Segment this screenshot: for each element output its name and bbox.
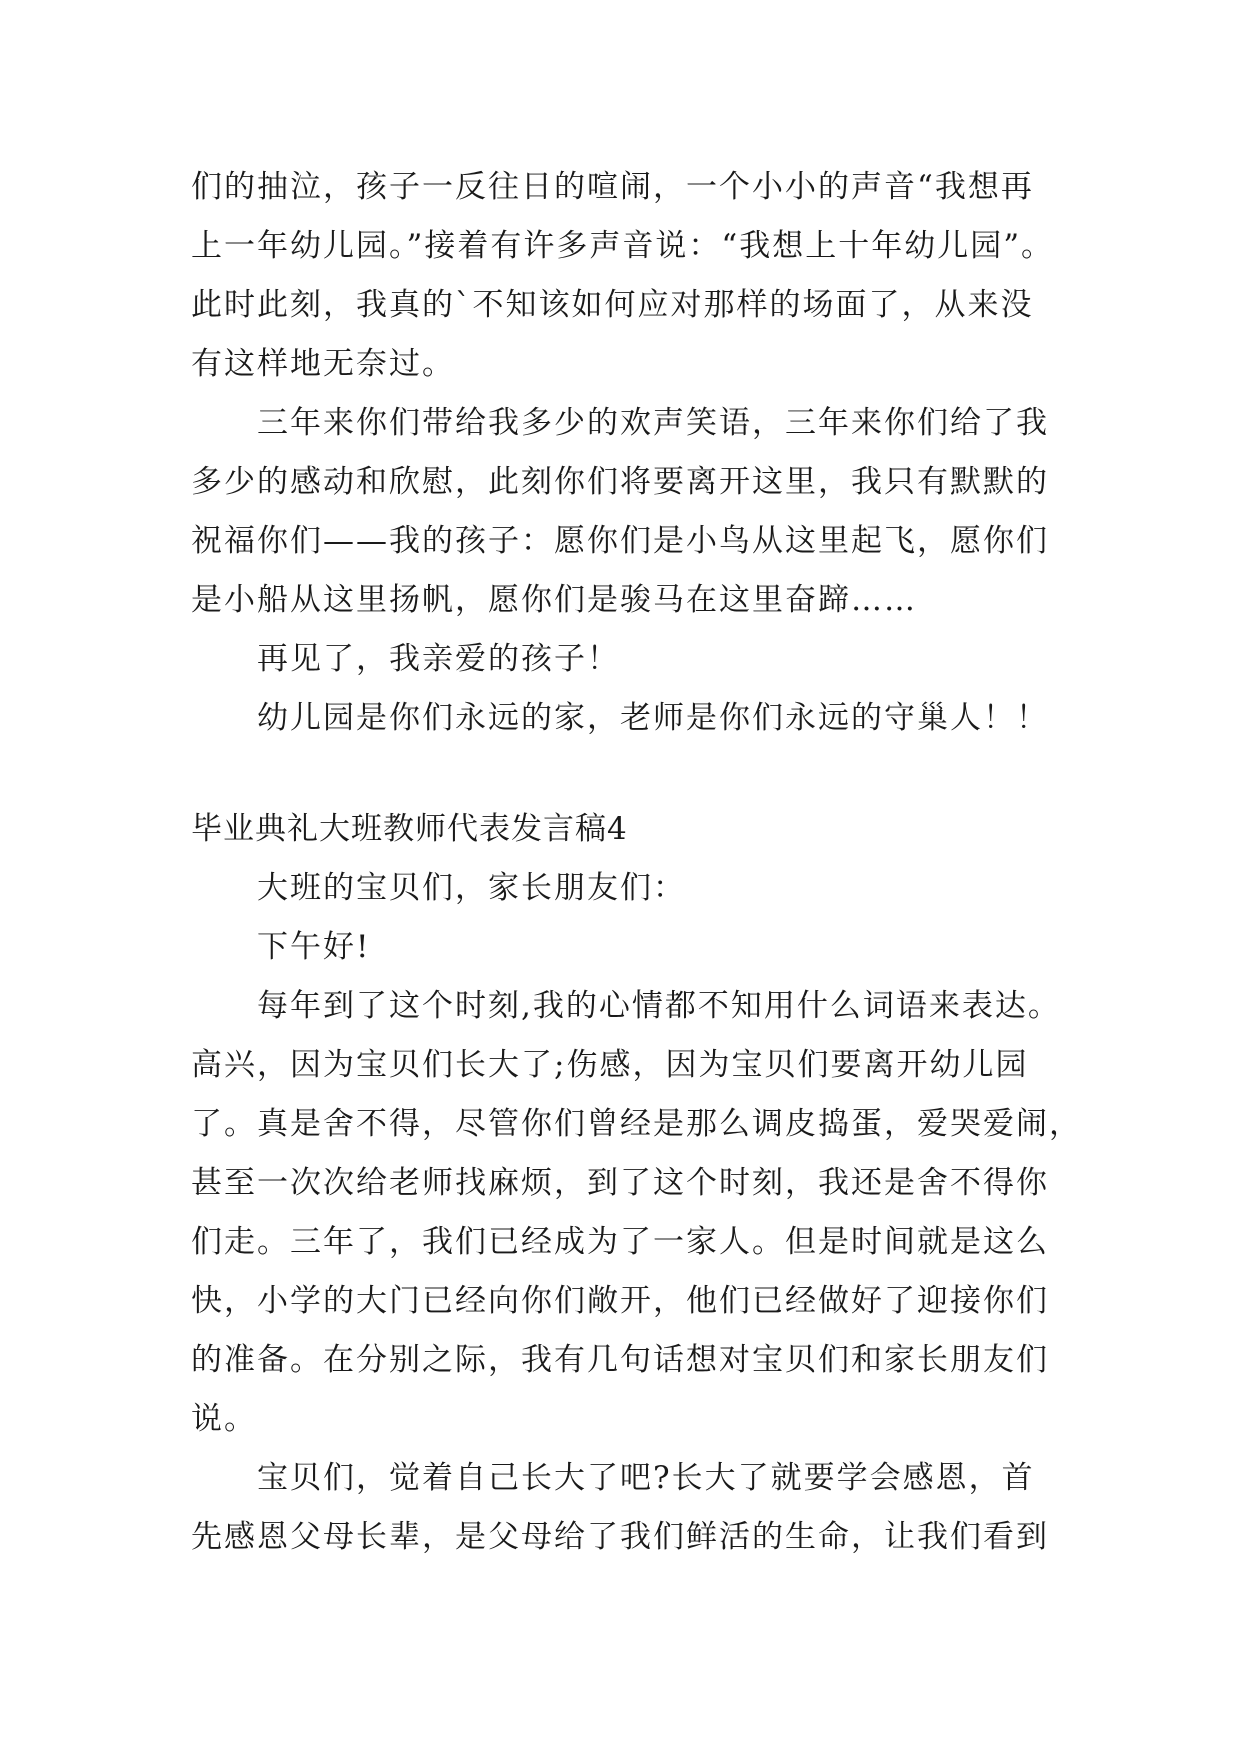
greeting: 下午好! [257, 929, 371, 965]
text-line: 先感恩父母长辈，是父母给了我们鲜活的生命，让我们看到 [191, 1519, 1049, 1555]
text-line: 祝福你们——我的孩子：愿你们是小鸟从这里起飞，愿你们 [191, 523, 1049, 559]
text-line: 快，小学的大门已经向你们敞开，他们已经做好了迎接你们 [191, 1283, 1049, 1319]
text-line: 们走。三年了，我们已经成为了一家人。但是时间就是这么 [191, 1224, 1049, 1260]
salutation: 大班的宝贝们，家长朋友们： [257, 870, 686, 906]
text-line: 上一年幼儿园。”接着有许多声音说：“我想上十年幼儿园”。 [191, 228, 1055, 264]
text-line: 高兴，因为宝贝们长大了;伤感，因为宝贝们要离开幼儿园 [191, 1047, 1029, 1083]
text-line: 的准备。在分别之际，我有几句话想对宝贝们和家长朋友们 [191, 1342, 1049, 1378]
text-line: 了。真是舍不得，尽管你们曾经是那么调皮捣蛋，爱哭爱闹， [191, 1106, 1082, 1142]
farewell-line: 再见了，我亲爱的孩子！ [257, 641, 620, 677]
section-heading: 毕业典礼大班教师代表发言稿4 [191, 811, 628, 847]
text-line: 此时此刻，我真的`不知该如何应对那样的场面了，从来没 [191, 287, 1034, 323]
paragraph-first-line: 宝贝们，觉着自己长大了吧?长大了就要学会感恩，首 [257, 1460, 1035, 1496]
section-gap [191, 748, 1059, 800]
text-line: 甚至一次次给老师找麻烦，到了这个时刻，我还是舍不得你 [191, 1165, 1049, 1201]
paragraph-first-line: 三年来你们带给我多少的欢声笑语，三年来你们给了我 [257, 405, 1049, 441]
text-line: 们的抽泣，孩子一反往日的喧闹，一个小小的声音“我想再 [191, 169, 1034, 205]
text-line: 有这样地无奈过。 [191, 346, 455, 382]
text-line: 是小船从这里扬帆，愿你们是骏马在这里奋蹄…… [191, 582, 917, 618]
text-line: 说。 [191, 1401, 257, 1437]
paragraph-first-line: 每年到了这个时刻,我的心情都不知用什么词语来表达。 [257, 988, 1061, 1024]
text-line: 多少的感动和欣慰，此刻你们将要离开这里，我只有默默的 [191, 464, 1049, 500]
document-body [191, 158, 1082, 1567]
closing-line: 幼儿园是你们永远的家，老师是你们永远的守巢人！！ [257, 700, 1049, 736]
